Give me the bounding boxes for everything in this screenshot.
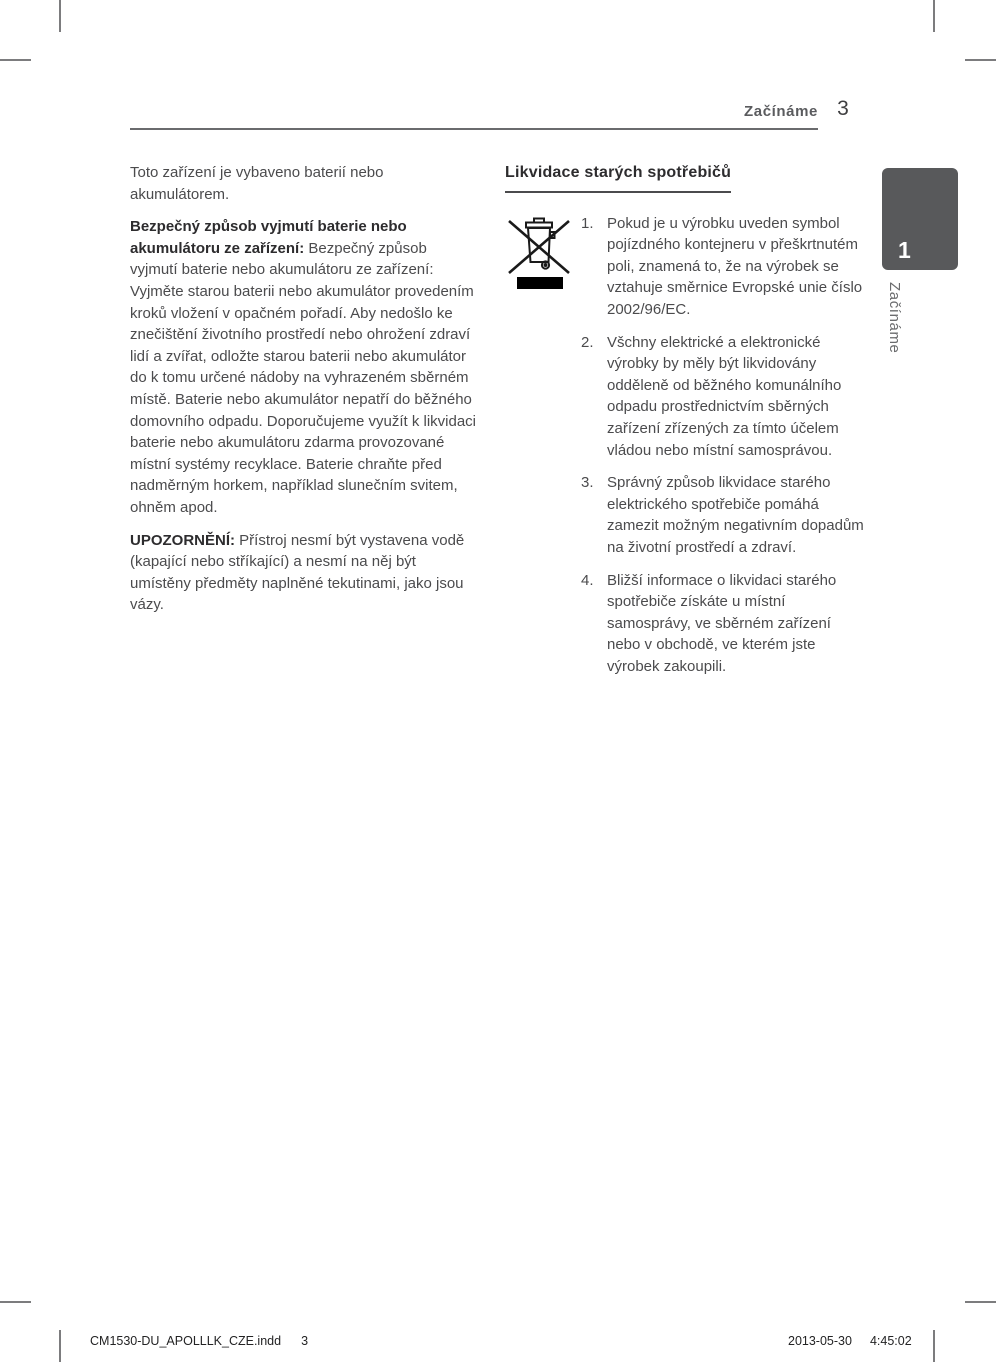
weee-crossed-bin-icon — [507, 215, 573, 291]
list-item-number: 2. — [581, 333, 594, 351]
header-page-number: 3 — [837, 97, 849, 120]
battery-removal-body: Bezpečný způsob vyjmutí baterie nebo akumulátoru ze zařízení: Vyjměte starou baterii nebo akumulátor provedením kroků vložení v opačném pořadí. Aby nedošlo ke znečištění životního prostředí nebo ohrožení zdraví lidí a zvířat, odložte starou baterii nebo akumulátor do k tomu určené nádoby na vyhrazeném sběrném místě. Baterie nebo akumulátor nepatří do běžného domovního odpadu. Doporučujeme využít k likvidaci baterie nebo akumulátoru zdarma provozované místní systémy recyklace. Baterie chraňte před nadměrným horkem, například slunečním svitem, ohněm apod. — [130, 239, 477, 516]
caution-paragraph — [130, 530, 478, 616]
list-item — [581, 472, 867, 558]
battery-removal-paragraph — [130, 216, 478, 518]
chapter-tab-number: 1 — [898, 237, 911, 263]
list-item-number: 4. — [581, 571, 594, 589]
footer-time: 4:45:02 — [869, 1334, 912, 1348]
list-item-text: Pokud je u výrobku uveden symbol pojízdného kontejneru v přeškrtnutém poli, znamená to, že na výrobek se vztahuje směrnice Evropské unie číslo 2002/96/EC. — [607, 214, 863, 318]
footer-timestamp — [788, 1334, 912, 1348]
crop-mark-top-left-horizontal — [0, 59, 31, 61]
header-section-label: Začínáme — [744, 103, 818, 120]
footer-file-page: 3 — [301, 1334, 309, 1348]
intro-text: Toto zařízení je vybaveno baterií nebo akumulátorem. — [130, 164, 384, 203]
intro-paragraph — [130, 162, 478, 205]
crop-mark-top-left-vertical — [59, 0, 61, 32]
crop-mark-top-right-vertical — [933, 0, 935, 32]
chapter-tab — [882, 168, 958, 270]
crop-mark-bottom-left-horizontal — [0, 1301, 31, 1303]
footer-date: 2013-05-30 — [788, 1334, 852, 1348]
list-item — [581, 570, 867, 678]
crop-mark-bottom-left-vertical — [59, 1330, 61, 1362]
caution-body: Přístroj nesmí být vystavena vodě (kapající nebo stříkající) a nesmí na něj být umístěny předměty naplněné tekutinami, jako jsou vázy. — [130, 531, 465, 614]
left-column — [130, 162, 478, 627]
list-item-text: Všchny elektrické a elektronické výrobky by měly být likvidovány odděleně od běžného komunálního odpadu prostřednictvím sběrných zařízení zřízených za tímto účelem vládou nebo místní samosprávou. — [607, 333, 842, 459]
chapter-tab-label: Začínáme — [886, 282, 903, 354]
caution-lead: UPOZORNĚNÍ: — [130, 531, 235, 549]
list-item-text: Správný způsob likvidace starého elektrického spotřebiče pomáhá zamezit možným negativním dopadům na životní prostředí a zdraví. — [607, 474, 864, 556]
crop-mark-top-right-horizontal — [965, 59, 996, 61]
crop-mark-bottom-right-horizontal — [965, 1301, 996, 1303]
disposal-section — [505, 213, 867, 678]
footer-file-name: CM1530-DU_APOLLLK_CZE.indd — [90, 1334, 282, 1348]
battery-removal-lead: Bezpečný způsob vyjmutí baterie nebo akumulátoru ze zařízení: — [130, 218, 407, 257]
list-item-number: 3. — [581, 474, 594, 492]
list-item — [581, 213, 867, 321]
list-item-text: Bližší informace o likvidaci starého spotřebiče získáte u místní samosprávy, ve sběrném zařízení nebo v obchodě, ve kterém jste výrobek zakoupili. — [607, 571, 837, 675]
list-item — [581, 332, 867, 462]
list-item-number: 1. — [581, 214, 594, 232]
crop-mark-bottom-right-vertical — [933, 1330, 935, 1362]
disposal-heading: Likvidace starých spotřebičů — [505, 162, 731, 193]
right-column — [505, 162, 867, 688]
footer-file-info — [90, 1334, 308, 1348]
header-rule — [130, 128, 818, 130]
